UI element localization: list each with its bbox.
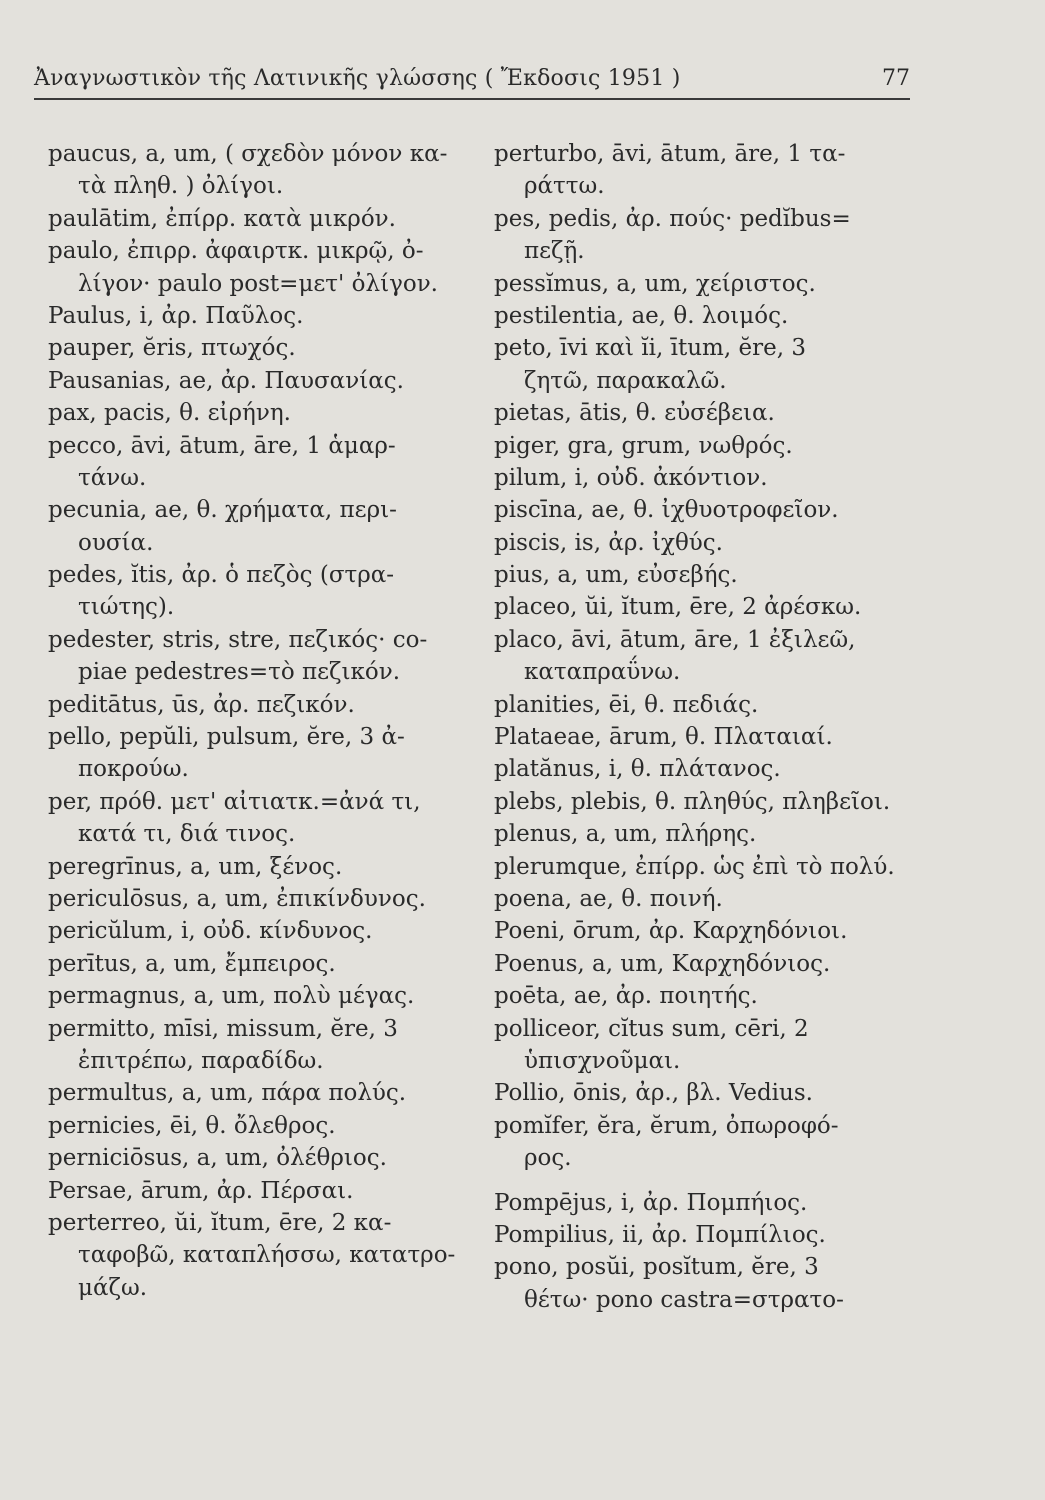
dictionary-entry-line: pecco, āvi, ātum, āre, 1 ἁμαρ- — [48, 432, 396, 459]
left-column — [48, 138, 468, 1304]
dictionary-entry-line: piscīna, ae, θ. ἰχθυοτροφεῖον. — [494, 497, 839, 524]
dictionary-entry-line: permitto, mīsi, missum, ĕre, 3 — [48, 1015, 398, 1042]
dictionary-entry-line: permagnus, a, um, πολὺ μέγας. — [48, 983, 415, 1010]
entry-continuation-line: ταφοβῶ, καταπλήσσω, κατατρο- — [78, 1242, 456, 1269]
entry-continuation-line: κατά τι, διά τινος. — [78, 821, 296, 848]
dictionary-entry-line: pietas, ātis, θ. εὐσέβεια. — [494, 400, 775, 427]
dictionary-entry-line: pessĭmus, a, um, χείριστος. — [494, 270, 816, 297]
entry-continuation-line: ποκρούω. — [78, 756, 189, 783]
dictionary-entry-line: plerumque, ἐπίρρ. ὡς ἐπὶ τὸ πολύ. — [494, 853, 895, 880]
dictionary-entry-line: pecunia, ae, θ. χρήματα, περι- — [48, 497, 397, 524]
dictionary-entry-line: periculōsus, a, um, ἐπικίνδυνος. — [48, 885, 426, 912]
dictionary-entry-line: piger, gra, grum, νωθρός. — [494, 432, 793, 459]
entry-continuation-line: ράττω. — [524, 173, 605, 200]
dictionary-entry-line: platănus, i, θ. πλάτανος. — [494, 756, 781, 783]
page-header — [34, 66, 910, 100]
dictionary-entry-line: per, πρόθ. μετ' αἰτιατκ.=ἀνά τι, — [48, 788, 421, 815]
dictionary-entry-line: permultus, a, um, πάρα πολύς. — [48, 1080, 407, 1107]
dictionary-entry-line: poena, ae, θ. ποινή. — [494, 885, 723, 912]
dictionary-entry-line: Pompilius, ii, ἀρ. Πομπίλιος. — [494, 1221, 826, 1248]
dictionary-entry-line: pono, posŭi, posĭtum, ĕre, 3 — [494, 1254, 819, 1281]
dictionary-entry-line: perturbo, āvi, ātum, āre, 1 τα- — [494, 141, 846, 167]
entry-continuation-line: ὑπισχνοῦμαι. — [524, 1047, 681, 1074]
dictionary-entry-line: plebs, plebis, θ. πληθύς, πληβεῖοι. — [494, 788, 891, 815]
dictionary-entry-line: piscis, is, ἀρ. ἰχθύς. — [494, 529, 723, 556]
dictionary-entry-line: plenus, a, um, πλήρης. — [494, 821, 757, 848]
dictionary-entry-line: Paulus, i, ἀρ. Παῦλος. — [48, 302, 304, 329]
running-title: Ἀναγνωστικὸν τῆς Λατινικῆς γλώσσης ( Ἔκδοσις 1951 ) — [34, 66, 681, 91]
dictionary-entry-line: planities, ēi, θ. πεδιάς. — [494, 691, 759, 718]
page-number: 77 — [882, 66, 910, 91]
dictionary-entry-line: Plataeae, ārum, θ. Πλαταιαί. — [494, 724, 833, 751]
entry-continuation-line: τὰ πληθ. ) ὀλίγοι. — [78, 173, 284, 200]
dictionary-entry-line: paucus, a, um, ( σχεδὸν μόνον κα- — [48, 141, 448, 167]
entry-continuation-line: ἐπιτρέπω, παραδίδω. — [78, 1047, 324, 1074]
dictionary-entry-line: pernicies, ēi, θ. ὄλεθρος. — [48, 1112, 336, 1139]
dictionary-entry-line: Persae, ārum, ἀρ. Πέρσαι. — [48, 1177, 354, 1204]
dictionary-entry-line: pax, pacis, θ. εἰρήνη. — [48, 400, 291, 427]
entry-continuation-line: τιώτης). — [78, 594, 175, 621]
entry-continuation-line: piae pedestres=τὸ πεζικόν. — [78, 659, 401, 686]
entry-continuation-line: ρος. — [524, 1145, 572, 1172]
dictionary-entry-line: pauper, ĕris, πτωχός. — [48, 335, 296, 362]
dictionary-entry-line: Poeni, ōrum, ἀρ. Καρχηδόνιοι. — [494, 918, 848, 945]
entry-continuation-line: ζητῶ, παρακαλῶ. — [524, 367, 727, 394]
right-column — [494, 138, 914, 1316]
entry-continuation-line: τάνω. — [78, 464, 147, 491]
dictionary-entry-line: poēta, ae, ἀρ. ποιητής. — [494, 983, 758, 1010]
dictionary-entry-line: Pompējus, i, ἀρ. Πομπήιος. — [494, 1189, 808, 1216]
dictionary-entry-line: pius, a, um, εὐσεβής. — [494, 562, 738, 589]
dictionary-entry-line: peto, īvi καὶ ĭi, ītum, ĕre, 3 — [494, 335, 806, 362]
dictionary-entry-line: perterreo, ŭi, ĭtum, ēre, 2 κα- — [48, 1209, 392, 1236]
entry-continuation-line: θέτω· pono castra=στρατο- — [524, 1286, 844, 1313]
dictionary-entry-line: Pollio, ōnis, ἀρ., βλ. Vedius. — [494, 1080, 813, 1107]
dictionary-entry-line: placo, āvi, ātum, āre, 1 ἐξιλεῶ, — [494, 626, 856, 653]
dictionary-entry-line: pomĭfer, ĕra, ĕrum, ὀπωροφό- — [494, 1112, 839, 1139]
dictionary-entry-line: pello, pepŭli, pulsum, ĕre, 3 ἀ- — [48, 724, 405, 751]
dictionary-entry-line: polliceor, cĭtus sum, cēri, 2 — [494, 1015, 809, 1042]
dictionary-entry-line: perītus, a, um, ἔμπειρος. — [48, 950, 336, 977]
entry-continuation-line: μάζω. — [78, 1274, 148, 1301]
dictionary-entry-line: placeo, ŭi, ĭtum, ēre, 2 ἀρέσκω. — [494, 594, 862, 621]
dictionary-entry-line: pericŭlum, i, οὐδ. κίνδυνος. — [48, 918, 373, 945]
dictionary-entry-line: Pausanias, ae, ἀρ. Παυσανίας. — [48, 367, 404, 394]
dictionary-entry-line: peregrīnus, a, um, ξένος. — [48, 853, 343, 880]
entry-continuation-line: καταπραΰνω. — [524, 659, 681, 686]
dictionary-entry-line: pestilentia, ae, θ. λοιμός. — [494, 302, 789, 329]
entry-continuation-line: ουσία. — [78, 529, 154, 556]
dictionary-entry-line: pedes, ĭtis, ἀρ. ὁ πεζὸς (στρα- — [48, 562, 395, 589]
dictionary-entry-line: pilum, i, οὐδ. ἀκόντιον. — [494, 464, 768, 491]
dictionary-entry-line: perniciōsus, a, um, ὀλέθριος. — [48, 1145, 387, 1172]
dictionary-entry-line: pes, pedis, ἀρ. πούς· pedĭbus= — [494, 205, 851, 232]
spacer — [494, 1175, 914, 1187]
dictionary-entry-line: peditātus, ūs, ἀρ. πεζικόν. — [48, 691, 355, 718]
dictionary-entry-line: Poenus, a, um, Καρχηδόνιος. — [494, 950, 831, 977]
dictionary-entry-line: pedester, stris, stre, πεζικός· co- — [48, 626, 428, 653]
dictionary-entry-line: paulātim, ἐπίρρ. κατὰ μικρόν. — [48, 205, 396, 232]
entry-continuation-line: λίγον· paulo post=μετ' ὀλίγον. — [78, 270, 438, 297]
entry-continuation-line: πεζῇ. — [524, 238, 585, 265]
dictionary-entry-line: paulo, ἐπιρρ. ἀφαιρτκ. μικρῷ, ὀ- — [48, 238, 424, 265]
